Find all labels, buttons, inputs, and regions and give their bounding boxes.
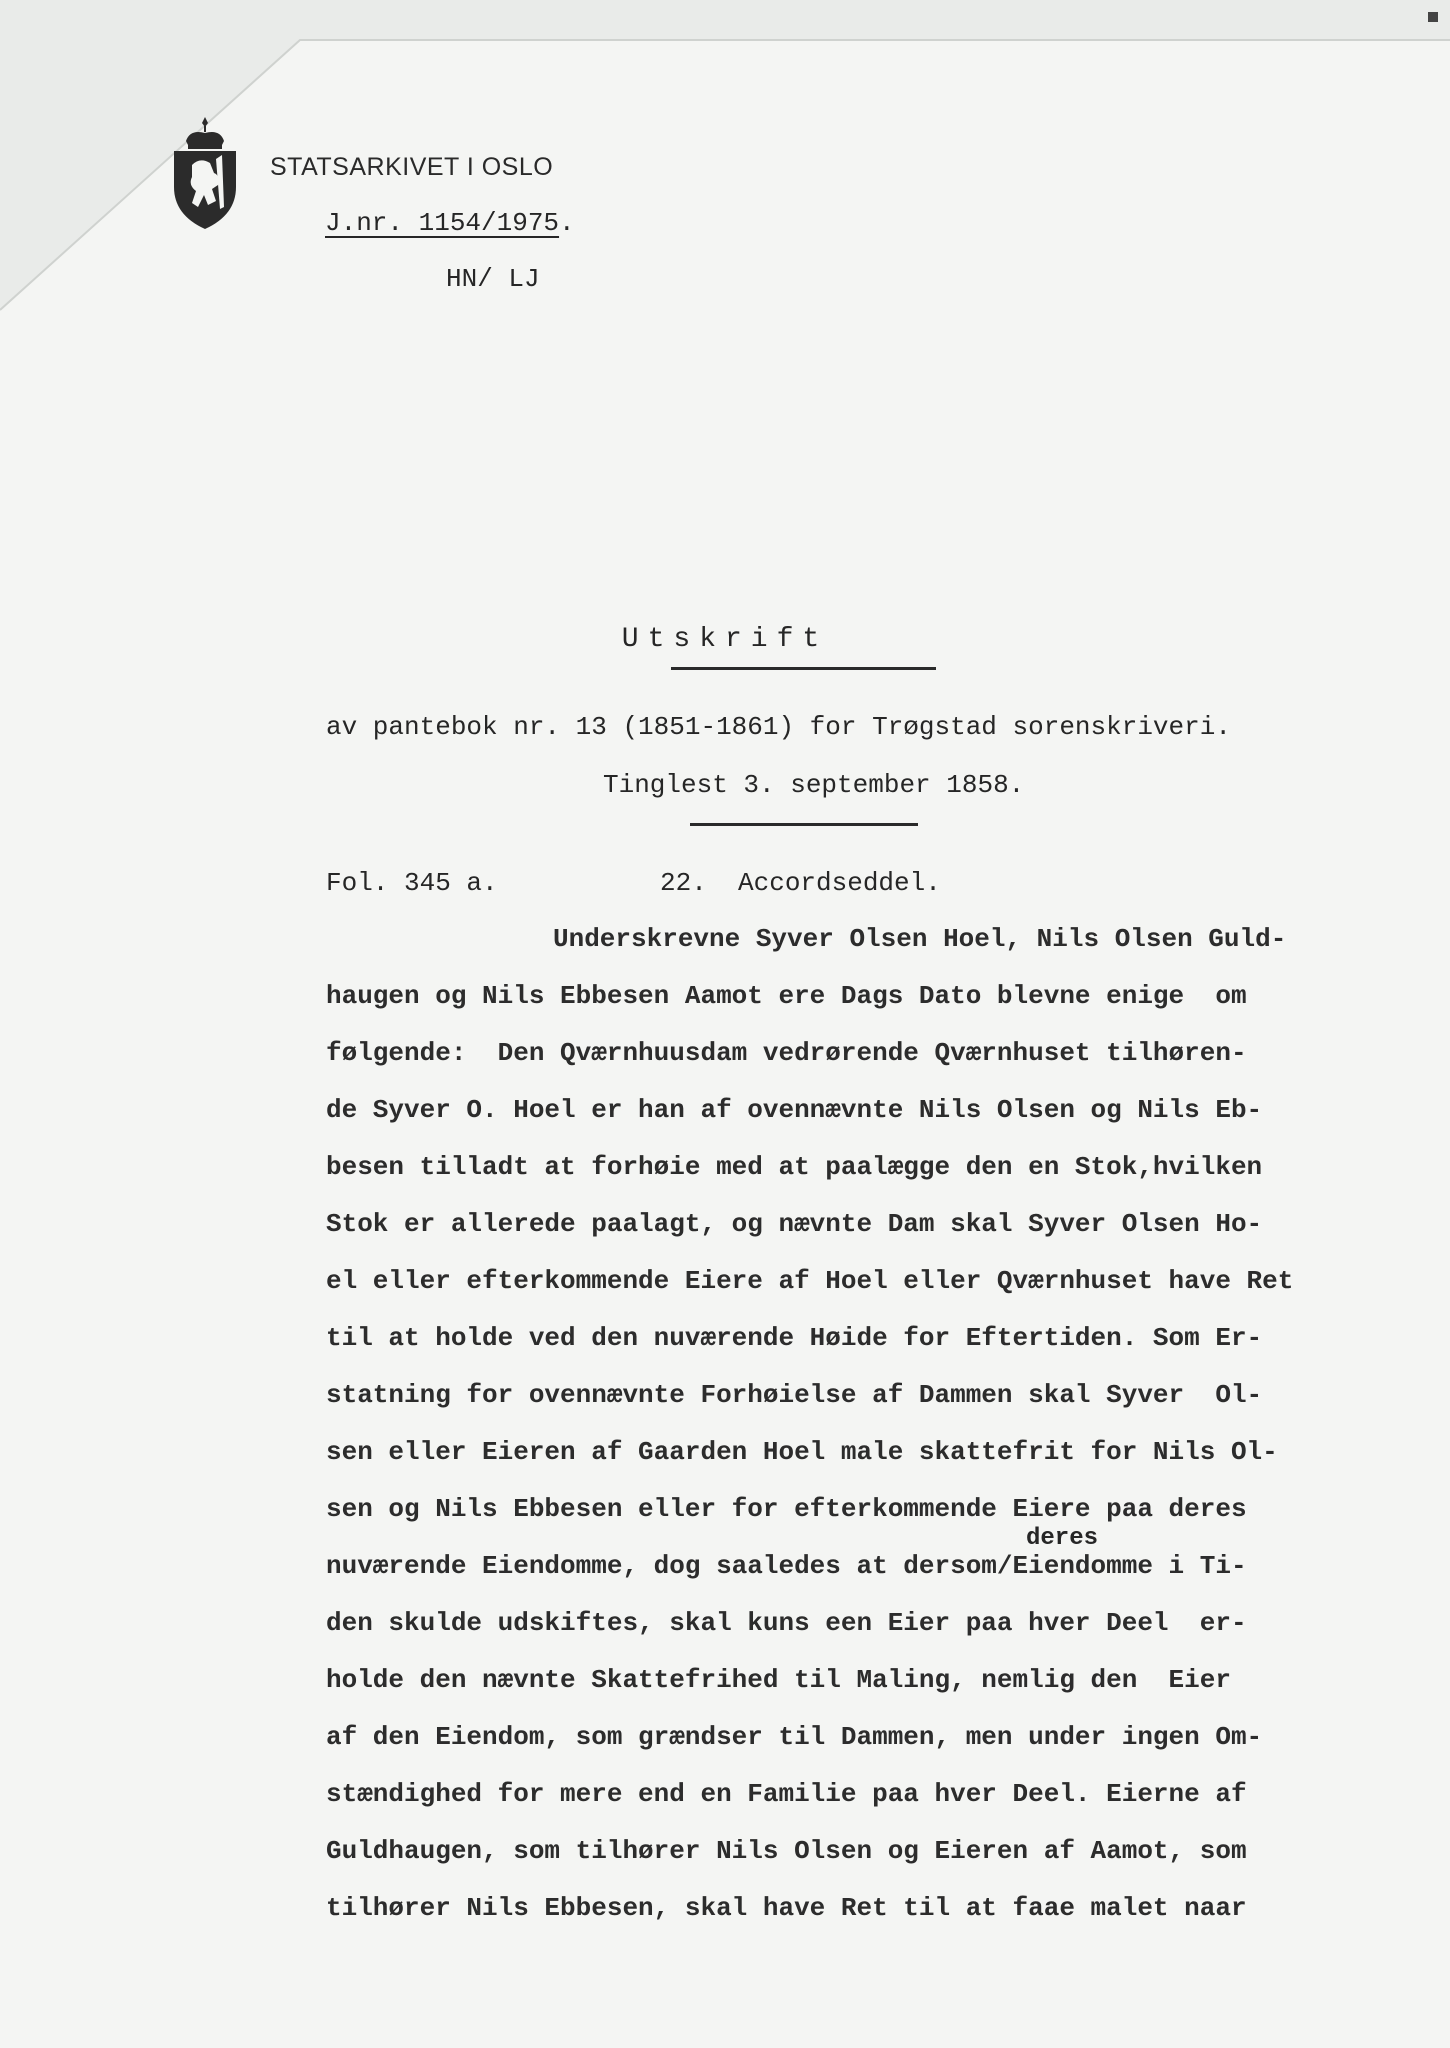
transcript-line: statning for ovennævnte Forhøielse af Dammen skal Syver Ol-	[326, 1380, 1263, 1410]
transcript-line: nuværende Eiendomme, dog saaledes at dersom/Eiendomme i Ti-	[326, 1551, 1247, 1581]
archive-name: STATSARKIVET I OSLO	[270, 153, 554, 181]
transcript-line: følgende: Den Qværnhuusdam vedrørende Qværnhuset tilhøren-	[326, 1038, 1247, 1068]
norwegian-coat-of-arms-icon	[170, 115, 240, 231]
transcript-line: sen eller Eieren af Gaarden Hoel male skattefrit for Nils Ol-	[326, 1437, 1278, 1467]
folio-reference: Fol. 345 a.	[326, 868, 498, 898]
title-underline	[671, 667, 936, 670]
source-line: av pantebok nr. 13 (1851-1861) for Trøgstad sorenskriveri.	[326, 712, 1231, 742]
separator-rule	[690, 823, 918, 826]
document-title: Utskrift	[621, 624, 829, 655]
transcript-line: tilhører Nils Ebbesen, skal have Ret til at faae malet naar	[326, 1893, 1247, 1923]
transcript-line: Guldhaugen, som tilhører Nils Olsen og Eieren af Aamot, som	[326, 1836, 1247, 1866]
reference-initials: HN/ LJ	[446, 264, 540, 294]
transcript-line: sen og Nils Ebbesen eller for efterkommende Eiere paa deres	[326, 1494, 1247, 1524]
journal-number-text: J.nr. 1154/1975	[325, 208, 560, 238]
transcript-line: holde den nævnte Skattefrihed til Maling, nemlig den Eier	[326, 1665, 1231, 1695]
transcript-line: el eller efterkommende Eiere af Hoel eller Qværnhuset have Ret	[326, 1266, 1294, 1296]
transcript-line: stændighed for mere end en Familie paa hver Deel. Eierne af	[326, 1779, 1247, 1809]
transcript-line: besen tilladt at forhøie med at paalægge den en Stok,hvilken	[326, 1152, 1263, 1182]
journal-number	[325, 208, 575, 238]
transcript-line: haugen og Nils Ebbesen Aamot ere Dags Dato blevne enige om	[326, 981, 1247, 1011]
transcript-line: de Syver O. Hoel er han af ovennævnte Nils Olsen og Nils Eb-	[326, 1095, 1263, 1125]
transcript-line: Stok er allerede paalagt, og nævnte Dam skal Syver Olsen Ho-	[326, 1209, 1263, 1239]
transcript-line: den skulde udskiftes, skal kuns een Eier paa hver Deel er-	[326, 1608, 1247, 1638]
transcript-line: Underskrevne Syver Olsen Hoel, Nils Olsen Guld-	[553, 924, 1287, 954]
journal-number-suffix: .	[559, 208, 575, 238]
registered-date: Tinglest 3. september 1858.	[603, 770, 1025, 800]
entry-heading: 22. Accordseddel.	[660, 868, 941, 898]
transcript-line: af den Eiendom, som grændser til Dammen, men under ingen Om-	[326, 1722, 1263, 1752]
corner-mark-icon	[1428, 12, 1438, 22]
transcript-line: til at holde ved den nuværende Høide for Eftertiden. Som Er-	[326, 1323, 1263, 1353]
interlinear-insert: deres	[1026, 1525, 1099, 1552]
